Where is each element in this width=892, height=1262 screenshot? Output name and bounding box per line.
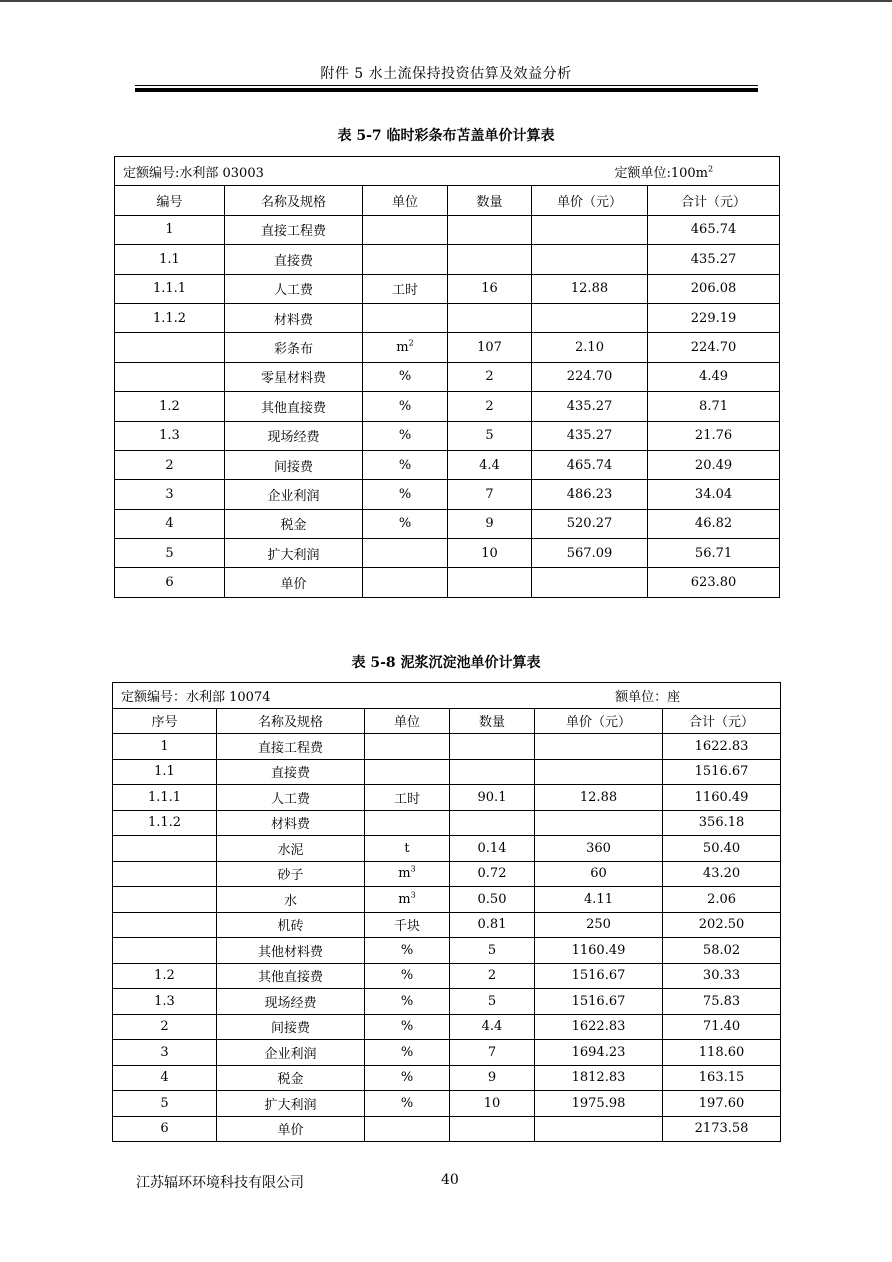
cell-unit: $m^3$ xyxy=(365,887,450,913)
cell-no xyxy=(113,861,217,887)
cell-total: 197.60 xyxy=(663,1091,781,1117)
cell-name: 企业利润 xyxy=(225,480,363,509)
table1-quota-unit: 定额单位$:100m^2$ xyxy=(614,164,714,181)
cell-total: 224.70 xyxy=(648,333,780,362)
cell-total: 465.74 xyxy=(648,215,780,244)
cell-price: 360 xyxy=(535,836,663,862)
cell-qty: 9 xyxy=(450,1065,535,1091)
cell-total: 4.49 xyxy=(648,362,780,391)
table1-caption: 表 5-7 临时彩条布苫盖单价计算表 xyxy=(337,128,555,144)
cell-unit xyxy=(365,759,450,785)
cell-unit: % xyxy=(365,963,450,989)
cell-total: 623.80 xyxy=(648,568,780,597)
cell-price xyxy=(532,568,648,597)
cell-qty xyxy=(450,1116,535,1142)
cell-unit: $m^2$ xyxy=(363,333,448,362)
table1-header-row xyxy=(115,186,780,215)
cell-no: 2 xyxy=(113,1014,217,1040)
cell-total: 8.71 xyxy=(648,392,780,421)
table-row xyxy=(113,759,781,785)
cell-unit: % xyxy=(363,421,448,450)
cell-no: 5 xyxy=(113,1091,217,1117)
cell-total: 75.83 xyxy=(663,989,781,1015)
table1-quota-no: 定额编号:水利部 03003 xyxy=(123,165,264,181)
cell-price: 486.23 xyxy=(532,480,648,509)
table-row xyxy=(115,421,780,450)
cell-name: 间接费 xyxy=(225,450,363,479)
table1-meta-row xyxy=(115,157,780,186)
cell-name: 其他材料费 xyxy=(217,938,365,964)
cell-unit xyxy=(363,245,448,274)
cell-qty: 0.81 xyxy=(450,912,535,938)
header-rule-thick xyxy=(135,88,758,92)
cell-unit: % xyxy=(365,938,450,964)
cell-name: 单价 xyxy=(225,568,363,597)
cell-qty: 107 xyxy=(448,333,532,362)
table-row xyxy=(113,810,781,836)
table1-unit-price xyxy=(114,156,780,598)
table-row xyxy=(113,1014,781,1040)
cell-qty xyxy=(450,759,535,785)
cell-price: 60 xyxy=(535,861,663,887)
header-rule-thin xyxy=(135,85,758,86)
table-row xyxy=(113,1065,781,1091)
cell-qty: 0.14 xyxy=(450,836,535,862)
column-header: 序号 xyxy=(113,708,217,734)
cell-name: 单价 xyxy=(217,1116,365,1142)
cell-no: 1.1.1 xyxy=(115,274,225,303)
cell-name: 人工费 xyxy=(217,785,365,811)
cell-qty: 16 xyxy=(448,274,532,303)
table-row xyxy=(113,1116,781,1142)
cell-no xyxy=(113,836,217,862)
cell-qty: 4.4 xyxy=(450,1014,535,1040)
cell-price xyxy=(535,1116,663,1142)
cell-qty: 4.4 xyxy=(448,450,532,479)
cell-price: 2.10 xyxy=(532,333,648,362)
cell-qty: 2 xyxy=(450,963,535,989)
cell-total: 34.04 xyxy=(648,480,780,509)
table1-body xyxy=(115,215,780,597)
cell-name: 机砖 xyxy=(217,912,365,938)
table-row xyxy=(115,480,780,509)
cell-qty xyxy=(450,734,535,760)
cell-no xyxy=(113,938,217,964)
cell-no: 1.3 xyxy=(113,989,217,1015)
cell-total: 356.18 xyxy=(663,810,781,836)
cell-price: 567.09 xyxy=(532,539,648,568)
cell-total: 71.40 xyxy=(663,1014,781,1040)
column-header: 合计（元） xyxy=(648,186,780,215)
cell-unit: % xyxy=(365,1014,450,1040)
cell-unit: 千块 xyxy=(365,912,450,938)
cell-price xyxy=(535,810,663,836)
cell-total: 21.76 xyxy=(648,421,780,450)
column-header: 名称及规格 xyxy=(225,186,363,215)
cell-unit: % xyxy=(363,392,448,421)
cell-no: 2 xyxy=(115,450,225,479)
cell-total: 20.49 xyxy=(648,450,780,479)
cell-unit: 工时 xyxy=(365,785,450,811)
cell-unit: % xyxy=(365,1065,450,1091)
table-row xyxy=(113,1040,781,1066)
cell-price: 1694.23 xyxy=(535,1040,663,1066)
cell-price: 12.88 xyxy=(535,785,663,811)
cell-name: 砂子 xyxy=(217,861,365,887)
cell-unit xyxy=(363,303,448,332)
column-header: 数量 xyxy=(448,186,532,215)
cell-total: 50.40 xyxy=(663,836,781,862)
cell-qty: 10 xyxy=(450,1091,535,1117)
cell-qty: 0.50 xyxy=(450,887,535,913)
column-header: 合计（元） xyxy=(663,708,781,734)
cell-no: 1.1 xyxy=(115,245,225,274)
cell-total: 58.02 xyxy=(663,938,781,964)
cell-name: 材料费 xyxy=(217,810,365,836)
cell-price: 224.70 xyxy=(532,362,648,391)
cell-no: 1.1.2 xyxy=(115,303,225,332)
cell-price xyxy=(532,245,648,274)
column-header: 单位 xyxy=(365,708,450,734)
cell-price xyxy=(535,759,663,785)
cell-unit xyxy=(365,734,450,760)
cell-total: 435.27 xyxy=(648,245,780,274)
cell-name: 其他直接费 xyxy=(225,392,363,421)
cell-price: 4.11 xyxy=(535,887,663,913)
page-top-border xyxy=(0,0,892,2)
table-row xyxy=(113,861,781,887)
cell-total: 43.20 xyxy=(663,861,781,887)
cell-no: 1 xyxy=(113,734,217,760)
cell-unit: t xyxy=(365,836,450,862)
cell-no: 1.3 xyxy=(115,421,225,450)
table2-body xyxy=(113,734,781,1142)
cell-price xyxy=(532,215,648,244)
table2-meta-row xyxy=(113,683,781,709)
cell-qty xyxy=(448,303,532,332)
cell-qty: 9 xyxy=(448,509,532,538)
cell-price: 435.27 xyxy=(532,392,648,421)
cell-no xyxy=(113,887,217,913)
table-row xyxy=(115,362,780,391)
table-row xyxy=(115,568,780,597)
cell-name: 企业利润 xyxy=(217,1040,365,1066)
cell-name: 间接费 xyxy=(217,1014,365,1040)
table-row xyxy=(115,303,780,332)
cell-name: 现场经费 xyxy=(217,989,365,1015)
cell-name: 直接费 xyxy=(217,759,365,785)
cell-qty: 90.1 xyxy=(450,785,535,811)
cell-unit: % xyxy=(363,362,448,391)
running-header: 附件 5 水土流保持投资估算及效益分析 xyxy=(320,66,572,82)
cell-qty: 7 xyxy=(448,480,532,509)
cell-no: 6 xyxy=(113,1116,217,1142)
cell-qty: 5 xyxy=(450,938,535,964)
cell-price: 12.88 xyxy=(532,274,648,303)
table-row xyxy=(113,734,781,760)
cell-no: 1.2 xyxy=(113,963,217,989)
cell-name: 税金 xyxy=(217,1065,365,1091)
cell-qty: 0.72 xyxy=(450,861,535,887)
table-row xyxy=(113,912,781,938)
cell-unit xyxy=(365,1116,450,1142)
table2-header-row xyxy=(113,708,781,734)
column-header: 单位 xyxy=(363,186,448,215)
cell-name: 直接费 xyxy=(225,245,363,274)
cell-name: 其他直接费 xyxy=(217,963,365,989)
cell-price: 1160.49 xyxy=(535,938,663,964)
column-header: 编号 xyxy=(115,186,225,215)
table-row xyxy=(115,509,780,538)
cell-total: 30.33 xyxy=(663,963,781,989)
table2-unit-price xyxy=(112,682,781,1142)
column-header: 数量 xyxy=(450,708,535,734)
cell-total: 163.15 xyxy=(663,1065,781,1091)
cell-name: 现场经费 xyxy=(225,421,363,450)
table-row xyxy=(115,333,780,362)
cell-no: 4 xyxy=(115,509,225,538)
table-row xyxy=(113,836,781,862)
cell-unit xyxy=(363,539,448,568)
table2-quota-unit: 额单位：座 xyxy=(615,689,681,705)
cell-qty: 5 xyxy=(448,421,532,450)
table2-caption: 表 5-8 泥浆沉淀池单价计算表 xyxy=(351,655,541,671)
cell-no: 3 xyxy=(113,1040,217,1066)
cell-total: 118.60 xyxy=(663,1040,781,1066)
cell-name: 直接工程费 xyxy=(217,734,365,760)
table-row xyxy=(115,450,780,479)
cell-price xyxy=(532,303,648,332)
cell-price: 465.74 xyxy=(532,450,648,479)
cell-unit: % xyxy=(363,450,448,479)
table-row xyxy=(113,785,781,811)
cell-name: 水泥 xyxy=(217,836,365,862)
cell-no: 1 xyxy=(115,215,225,244)
table-row xyxy=(115,245,780,274)
cell-no: 1.1.2 xyxy=(113,810,217,836)
cell-no: 1.2 xyxy=(115,392,225,421)
footer-company: 江苏辐环环境科技有限公司 xyxy=(136,1175,304,1191)
cell-unit: % xyxy=(363,509,448,538)
cell-unit: 工时 xyxy=(363,274,448,303)
cell-no: 5 xyxy=(115,539,225,568)
cell-no: 4 xyxy=(113,1065,217,1091)
cell-total: 202.50 xyxy=(663,912,781,938)
cell-no xyxy=(115,362,225,391)
column-header: 单价（元） xyxy=(532,186,648,215)
cell-unit: % xyxy=(365,989,450,1015)
cell-price: 250 xyxy=(535,912,663,938)
page-number: 40 xyxy=(441,1172,459,1188)
cell-name: 扩大利润 xyxy=(225,539,363,568)
column-header: 单价（元） xyxy=(535,708,663,734)
table-row xyxy=(115,215,780,244)
table-row xyxy=(113,963,781,989)
cell-price: 1516.67 xyxy=(535,963,663,989)
cell-no xyxy=(113,912,217,938)
cell-price: 1975.98 xyxy=(535,1091,663,1117)
table-row xyxy=(113,1091,781,1117)
cell-total: 2173.58 xyxy=(663,1116,781,1142)
table-row xyxy=(113,938,781,964)
table-row xyxy=(113,989,781,1015)
table-row xyxy=(115,539,780,568)
cell-total: 56.71 xyxy=(648,539,780,568)
cell-unit xyxy=(365,810,450,836)
cell-unit xyxy=(363,568,448,597)
column-header: 名称及规格 xyxy=(217,708,365,734)
cell-qty xyxy=(448,568,532,597)
cell-total: 1516.67 xyxy=(663,759,781,785)
cell-unit: % xyxy=(363,480,448,509)
cell-no xyxy=(115,333,225,362)
table2-quota-no: 定额编号：水利部 10074 xyxy=(121,689,271,705)
cell-total: 229.19 xyxy=(648,303,780,332)
cell-total: 1160.49 xyxy=(663,785,781,811)
cell-no: 1.1 xyxy=(113,759,217,785)
cell-name: 税金 xyxy=(225,509,363,538)
cell-price: 435.27 xyxy=(532,421,648,450)
cell-name: 扩大利润 xyxy=(217,1091,365,1117)
cell-unit: % xyxy=(365,1040,450,1066)
cell-total: 1622.83 xyxy=(663,734,781,760)
cell-name: 彩条布 xyxy=(225,333,363,362)
cell-qty xyxy=(448,215,532,244)
cell-total: 2.06 xyxy=(663,887,781,913)
cell-total: 46.82 xyxy=(648,509,780,538)
cell-qty xyxy=(450,810,535,836)
cell-qty: 5 xyxy=(450,989,535,1015)
cell-unit: $m^3$ xyxy=(365,861,450,887)
cell-qty: 7 xyxy=(450,1040,535,1066)
cell-no: 3 xyxy=(115,480,225,509)
cell-price: 520.27 xyxy=(532,509,648,538)
cell-qty xyxy=(448,245,532,274)
table-row xyxy=(115,392,780,421)
cell-no: 1.1.1 xyxy=(113,785,217,811)
cell-price: 1516.67 xyxy=(535,989,663,1015)
cell-name: 材料费 xyxy=(225,303,363,332)
table-row xyxy=(115,274,780,303)
cell-price xyxy=(535,734,663,760)
table-row xyxy=(113,887,781,913)
cell-name: 水 xyxy=(217,887,365,913)
cell-total: 206.08 xyxy=(648,274,780,303)
cell-unit: % xyxy=(365,1091,450,1117)
cell-qty: 2 xyxy=(448,392,532,421)
cell-name: 人工费 xyxy=(225,274,363,303)
cell-qty: 10 xyxy=(448,539,532,568)
cell-unit xyxy=(363,215,448,244)
cell-name: 零星材料费 xyxy=(225,362,363,391)
cell-qty: 2 xyxy=(448,362,532,391)
cell-no: 6 xyxy=(115,568,225,597)
cell-price: 1622.83 xyxy=(535,1014,663,1040)
cell-price: 1812.83 xyxy=(535,1065,663,1091)
cell-name: 直接工程费 xyxy=(225,215,363,244)
